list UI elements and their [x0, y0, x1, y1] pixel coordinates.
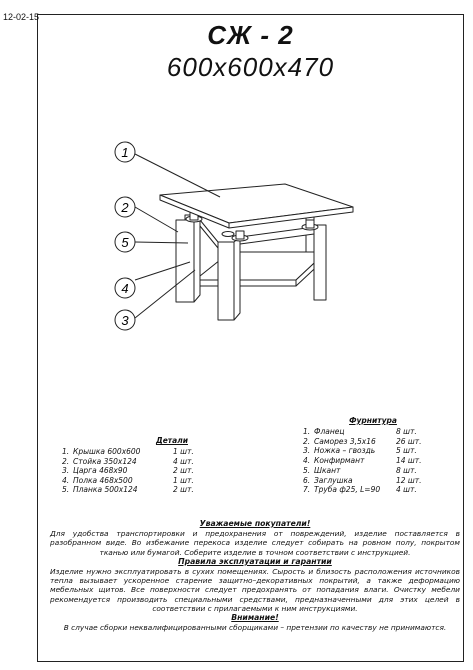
row-name: Шкант	[314, 465, 341, 475]
row-qty: 8 шт.	[396, 465, 417, 475]
row-qty: 2 шт.	[173, 485, 194, 495]
row-qty: 12 шт.	[396, 475, 422, 485]
row-name: Труба ф25, L=90	[314, 485, 381, 495]
fittings-row	[303, 446, 463, 456]
details-row	[62, 476, 242, 486]
callout-4: 4	[121, 281, 129, 296]
details-row	[62, 447, 242, 457]
details-row	[62, 485, 242, 495]
fittings-row	[303, 485, 463, 495]
callout-3: 3	[121, 313, 129, 328]
details-title: Детали	[156, 436, 188, 445]
row-number: 4.	[303, 456, 311, 466]
row-name: Саморез 3,5х16	[314, 436, 376, 446]
row-qty: 2 шт.	[173, 466, 194, 476]
fittings-row	[303, 476, 463, 486]
customer-notice	[50, 519, 460, 633]
details-row	[62, 466, 242, 476]
row-number: 5.	[62, 485, 70, 495]
row-number: 2.	[62, 456, 70, 466]
row-number: 4.	[62, 475, 70, 485]
details-table	[62, 436, 242, 495]
row-qty: 26 шт.	[396, 436, 422, 446]
fittings-row	[303, 466, 463, 476]
row-number: 3.	[303, 446, 311, 456]
row-qty: 8 шт.	[396, 427, 417, 436]
document-code: 12-02-15	[3, 12, 40, 22]
row-name: Полка 468х500	[73, 475, 133, 485]
fittings-table	[303, 416, 463, 495]
details-row	[62, 457, 242, 467]
row-qty: 14 шт.	[396, 456, 422, 466]
row-qty: 1 шт.	[173, 475, 194, 485]
row-name: Фланец	[314, 427, 345, 436]
notice-greeting: Уважаемые покупатели!	[199, 519, 311, 528]
row-name: Стойка 350х124	[73, 456, 137, 466]
rules-title: Правила эксплуатации и гарантии	[178, 556, 332, 566]
notice-intro: Для удобства транспортировки и предохранения от повреждений, изделие поставляется в разобранном виде. Во избежание перекоса изделие следует собирать на ровном полу, покрытом тканью или бумагой. Соберите изделие в точном соответствии с инструкцией.	[50, 529, 460, 557]
fittings-row	[303, 456, 463, 466]
product-dimensions: 600x600x470	[166, 52, 335, 82]
callout-2: 2	[121, 200, 129, 215]
row-number: 3.	[62, 466, 70, 476]
row-name: Конфирмант	[314, 456, 365, 466]
product-title: СЖ - 2	[207, 20, 294, 50]
attention-title: Внимание!	[231, 613, 279, 623]
row-name: Крышка 600х600	[73, 447, 141, 456]
row-number: 1.	[303, 427, 311, 436]
attention-text: В случае сборки неквалифицированными сборщиками – претензии по качеству не принимаются.	[63, 623, 447, 633]
row-number: 5.	[303, 465, 311, 475]
row-name: Царга 468х90	[73, 466, 128, 476]
fittings-row	[303, 427, 463, 437]
row-name: Планка 500х124	[73, 485, 138, 495]
row-qty: 4 шт.	[173, 456, 194, 466]
rules-text: Изделие нужно эксплуатировать в сухих помещениях. Сырость и близость расположения источников тепла вызывает ускоренное старение защитно–декоративных покрытий, а также деформацию мебельных щитов. Все поверхности следует предохранять от попадания влаги. Очистку мебели рекомендуется производить специальными средствами, предназначенными для этих целей в соответствии с прилагаемыми к ним инструкциями.	[50, 566, 460, 614]
fittings-row	[303, 437, 463, 447]
callout-5: 5	[121, 235, 129, 250]
row-qty: 5 шт.	[396, 446, 417, 456]
row-number: 7.	[303, 485, 311, 495]
callout-1: 1	[121, 145, 129, 160]
row-number: 6.	[303, 475, 311, 485]
row-name: Заглушка	[314, 475, 353, 485]
row-qty: 4 шт.	[396, 485, 417, 495]
row-number: 1.	[62, 447, 70, 456]
row-number: 2.	[303, 436, 311, 446]
table-drawing	[100, 130, 370, 345]
fittings-title: Фурнитура	[349, 416, 397, 425]
row-name: Ножка – гвоздь	[314, 446, 376, 456]
row-qty: 1 шт.	[173, 447, 194, 456]
